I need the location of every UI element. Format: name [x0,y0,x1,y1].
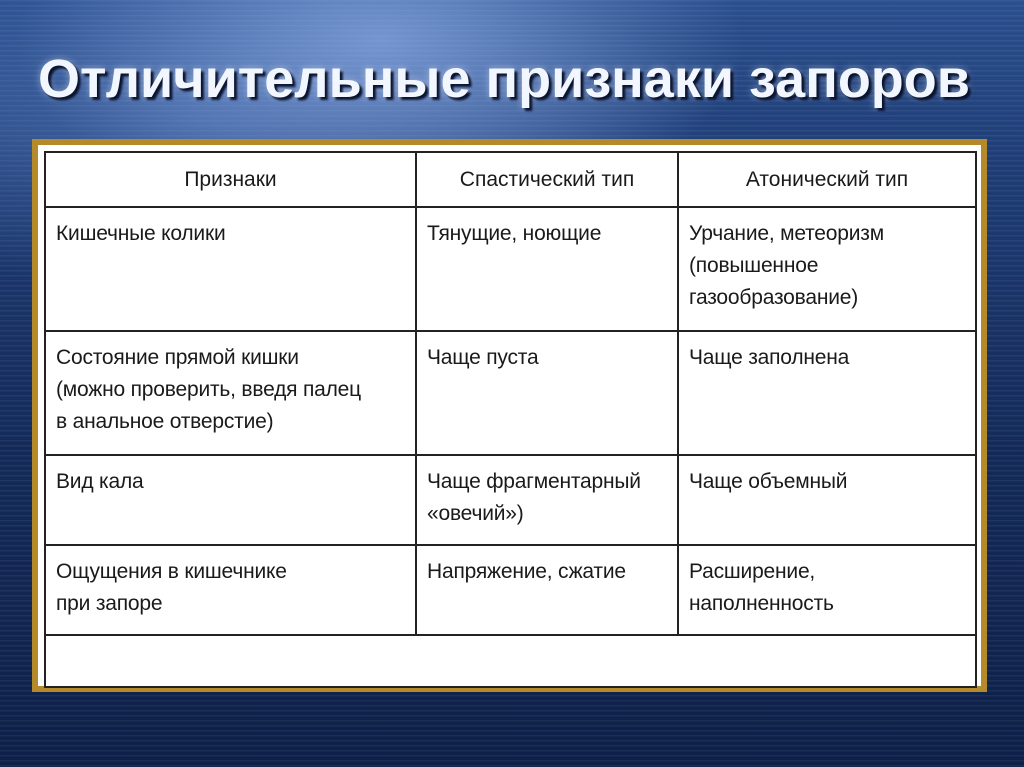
slide-title: Отличительные признаки запоров [38,49,970,109]
spastic-cell: Тянущие, ноющие [416,207,678,331]
feature-cell: Кишечные колики [45,207,416,331]
header-atonic: Атонический тип [678,152,976,207]
feature-cell: Ощущения в кишечнике при запоре [45,545,416,635]
table-row-empty [45,635,976,687]
atonic-cell: Расширение, наполненность [678,545,976,635]
feature-cell: Состояние прямой кишки (можно проверить, введя палец в анальное отверстие) [45,331,416,455]
atonic-cell: Чаще заполнена [678,331,976,455]
spastic-cell: Напряжение, сжатие [416,545,678,635]
header-features: Признаки [45,152,416,207]
empty-row-cell [45,635,976,687]
atonic-cell: Чаще объемный [678,455,976,545]
header-spastic: Спастический тип [416,152,678,207]
table-row [45,455,976,545]
atonic-cell: Урчание, метеоризм (повышенное газообразование) [678,207,976,331]
table-header-row [45,152,976,207]
spastic-cell: Чаще пуста [416,331,678,455]
table-frame [32,139,987,692]
table-row [45,545,976,635]
comparison-table [44,151,977,688]
table-row [45,331,976,455]
table-row [45,207,976,331]
feature-cell: Вид кала [45,455,416,545]
spastic-cell: Чаще фрагментарный «овечий») [416,455,678,545]
